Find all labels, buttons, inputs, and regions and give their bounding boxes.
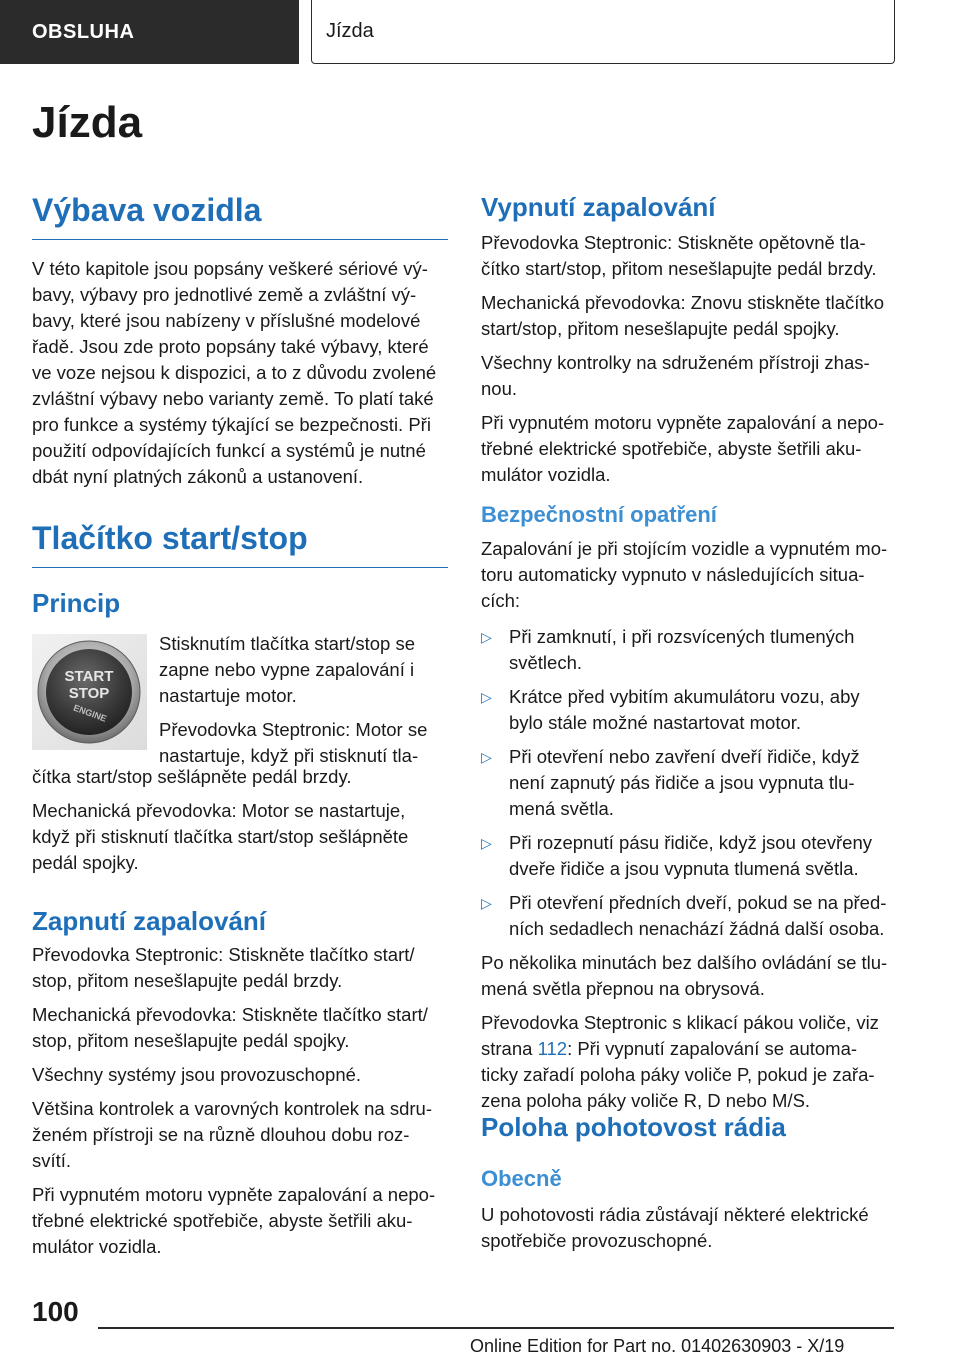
zapnuti-p2: Mechanická převodovka: Stiskněte tlačítko start/ stop, přitom nesešlapujte pedál spojky. [32, 1004, 428, 1051]
page-reference-link[interactable]: 112 [537, 1038, 568, 1059]
section-tab: Jízda [311, 0, 895, 64]
bezpecnost-list [481, 624, 897, 942]
list-item: ▷ Při zamknutí, i při rozsvícených tlumených světlech. [481, 626, 855, 673]
list-item: ▷ Při otevření nebo zavření dveří řidiče, když není zapnutý pás řidiče a jsou vypnuta tlu- mená světla. [481, 746, 860, 819]
list-item: ▷ Krátce před vybitím akumulátoru vozu, aby bylo stále možné nastartovat motor. [481, 686, 860, 733]
start-stop-button-image [32, 634, 147, 750]
zapnuti-p4: Většina kontrolek a varovných kontrolek na sdru- ženém přístroji se na různě dlouhou dobu roz- svítí. [32, 1098, 433, 1171]
heading-obecne: Obecně [481, 1166, 562, 1191]
triangle-bullet-icon: ▷ [481, 895, 492, 911]
triangle-bullet-icon: ▷ [481, 835, 492, 851]
chapter-tab: OBSLUHA [0, 0, 299, 64]
zapnuti-p3: Všechny systémy jsou provozuschopné. [32, 1064, 362, 1085]
svg-text:ENGINE: ENGINE [72, 702, 108, 724]
heading-princip: Princip [32, 588, 121, 618]
page-number: 100 [32, 1296, 79, 1327]
heading-vypnuti: Vypnutí zapalování [481, 192, 716, 222]
princip-p2a: Převodovka Steptronic: Motor se nastartuje, když při stisknutí tla- [159, 719, 428, 766]
triangle-bullet-icon: ▷ [481, 749, 492, 765]
vypnuti-p3: Všechny kontrolky na sdruženém přístroji zhas- nou. [481, 352, 870, 399]
svg-text:START: START [64, 668, 114, 685]
zapnuti-p5: Při vypnutém motoru vypněte zapalování a nepo- třebné elektrické spotřebiče, abyste šetřili aku- mulátor vozidla. [32, 1184, 436, 1257]
princip-p3: Mechanická převodovka: Motor se nastartuje, když při stisknutí tlačítka start/stop sešlápněte pedál spojky. [32, 800, 409, 873]
list-item: ▷ Při rozepnutí pásu řidiče, když jsou otevřeny dveře řidiče a jsou vypnuta tlumená světla. [481, 832, 872, 879]
start-stop-engine-icon [32, 634, 147, 750]
bezpecnost-link-paragraph: Převodovka Steptronic s klikací pákou voliče, viz strana 112: Při vypnutí zapalování se automa- ticky zařadí poloha páky voliče P, pokud je zařa- zena poloha páky voliče R, D nebo M/S. [481, 1012, 879, 1111]
heading-vybava: Výbava vozidla [32, 192, 448, 240]
triangle-bullet-icon: ▷ [481, 689, 492, 705]
princip-p2b: čítka start/stop sešlápněte pedál brzdy. [32, 766, 352, 787]
heading-zapnuti: Zapnutí zapalování [32, 906, 267, 936]
bezpecnost-after: Po několika minutách bez dalšího ovládání se tlu- mená světla přepnou na obrysová. [481, 952, 888, 999]
heading-radio: Poloha pohotovost rádia [481, 1112, 786, 1142]
svg-text:STOP: STOP [68, 685, 110, 702]
princip-p1: Stisknutím tlačítka start/stop se zapne nebo vypne zapalování i nastartuje motor. [159, 633, 416, 706]
footer-divider [98, 1327, 894, 1329]
triangle-bullet-icon: ▷ [481, 629, 492, 645]
vybava-text: V této kapitole jsou popsány veškeré sériové vý- bavy, výbavy pro jednotlivé země a zvláštní vý- bavy, které jsou nabízeny v příslušné modelové řadě. Jsou zde proto popsány také výbavy, které ve voze nejsou k dispozici, a to z důvodu zvolené zvláštní výbavy nebo varianty země. To platí také pro funkce a systémy týkající se bezpečnosti. Při použití odpovídajících funkcí a systémů je nutné dbát nyní platných zákonů a ustanovení. [32, 258, 437, 487]
page-title: Jízda [32, 98, 143, 147]
vypnuti-p2: Mechanická převodovka: Znovu stiskněte tlačítko start/stop, přitom nesešlapujte pedál spojky. [481, 292, 885, 339]
radio-p1: U pohotovosti rádia zůstávají některé elektrické spotřebiče provozuschopné. [481, 1204, 869, 1251]
list-item: ▷ Při otevření předních dveří, pokud se na před- ních sedadlech nenachází žádná další osoba. [481, 892, 887, 939]
zapnuti-p1: Převodovka Steptronic: Stiskněte tlačítko start/ stop, přitom nesešlapujte pedál brzdy. [32, 944, 415, 991]
heading-start-stop: Tlačítko start/stop [32, 520, 448, 568]
footer-edition: Online Edition for Part no. 01402630903 - X/19 [470, 1336, 845, 1356]
vypnuti-p1: Převodovka Steptronic: Stiskněte opětovně tla- čítko start/stop, přitom nesešlapujte pedál brzdy. [481, 232, 877, 279]
bezpecnost-intro: Zapalování je při stojícím vozidle a vypnutém mo- toru automaticky vypnuto v následujících situa- cích: [481, 538, 888, 611]
page-header [0, 0, 960, 64]
vypnuti-p4: Při vypnutém motoru vypněte zapalování a nepo- třebné elektrické spotřebiče, abyste šetřili aku- mulátor vozidla. [481, 412, 885, 485]
heading-bezpecnost: Bezpečnostní opatření [481, 502, 717, 527]
